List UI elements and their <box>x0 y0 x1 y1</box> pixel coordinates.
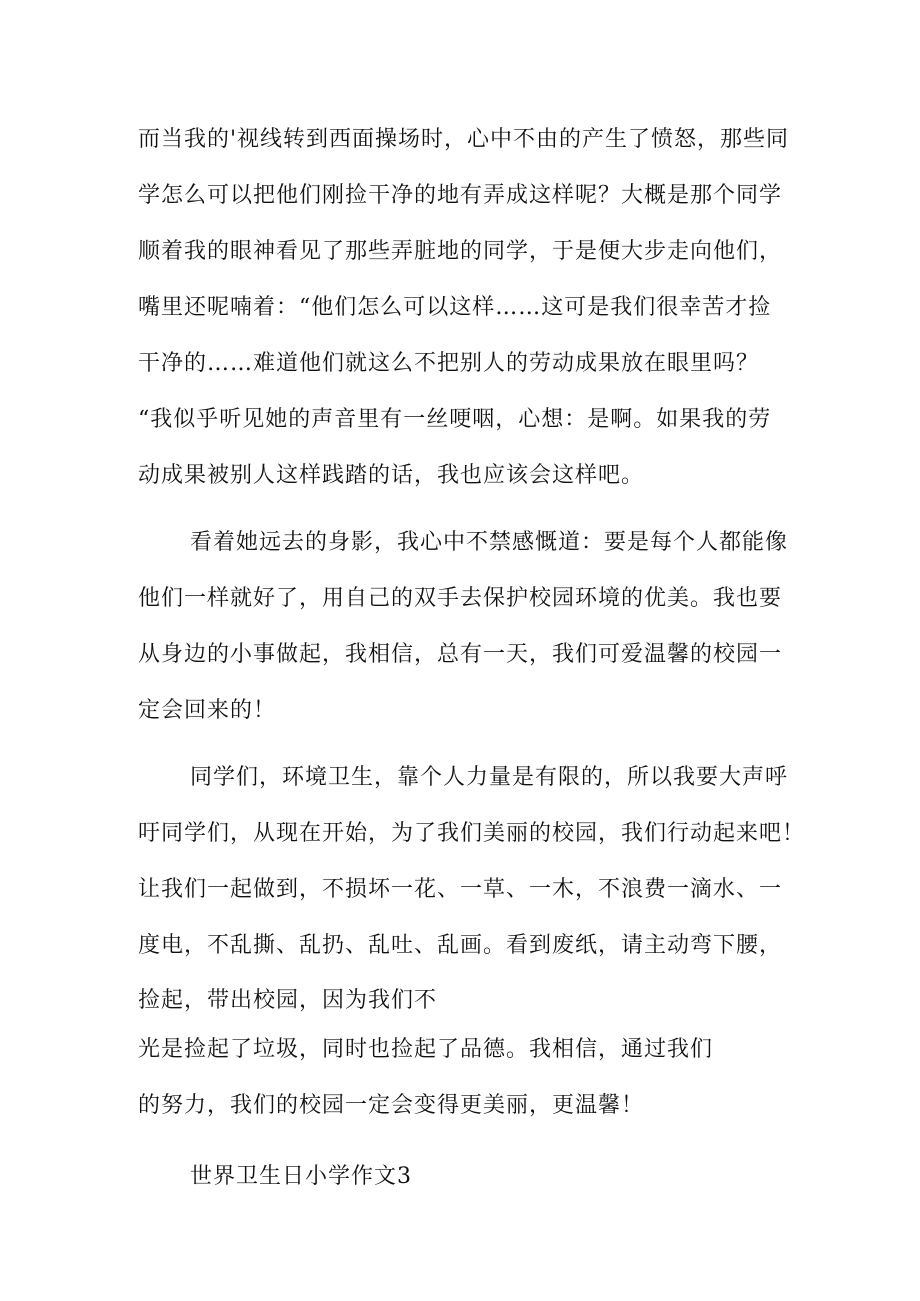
paragraph-3-line-3: 让我们一起做到，不损坏一花、一草、一木，不浪费一滴水、一 <box>138 877 783 902</box>
paragraph-1-line-1: 而当我的'视线转到西面操场时，心中不由的产生了愤怒，那些同 <box>138 127 790 152</box>
paragraph-2-line-4: 定会回来的！ <box>138 698 277 723</box>
paragraph-2-line-3: 从身边的小事做起，我相信，总有一天，我们可爱温馨的校园一 <box>138 642 783 667</box>
paragraph-2-line-1: 看着她远去的身影，我心中不禁感慨道：要是每个人都能像 <box>190 530 789 555</box>
paragraph-3-line-2: 吁同学们，从现在开始，为了我们美丽的校园，我们行动起来吧！ <box>138 821 806 846</box>
paragraph-3-line-7: 的努力，我们的校园一定会变得更美丽，更温馨！ <box>138 1093 645 1118</box>
paragraph-2-line-2: 他们一样就好了，用自己的双手去保护校园环境的优美。我也要 <box>138 586 783 611</box>
paragraph-1-line-2: 学怎么可以把他们刚捡干净的地有弄成这样呢？大概是那个同学 <box>138 183 783 208</box>
section-heading: 世界卫生日小学作文3 <box>190 1164 412 1189</box>
paragraph-3-line-1: 同学们，环境卫生，靠个人力量是有限的，所以我要大声呼 <box>190 765 789 790</box>
paragraph-1-line-3: 顺着我的眼神看见了那些弄脏地的同学，于是便大步走向他们， <box>138 239 783 264</box>
paragraph-1-line-4: 嘴里还呢喃着：“他们怎么可以这样……这可是我们很幸苦才捡 <box>138 295 772 320</box>
paragraph-1-line-6: “我似乎听见她的声音里有一丝哽咽，心想：是啊。如果我的劳 <box>138 407 772 432</box>
paragraph-3-line-6: 光是捡起了垃圾，同时也捡起了品德。我相信，通过我们 <box>138 1037 714 1062</box>
paragraph-3-line-4: 度电，不乱撕、乱扔、乱吐、乱画。看到废纸，请主动弯下腰， <box>138 933 783 958</box>
paragraph-1-line-5: 干净的……难道他们就这么不把别人的劳动成果放在眼里吗？ <box>138 351 760 376</box>
paragraph-1-line-7: 动成果被别人这样践踏的话，我也应该会这样吧。 <box>138 463 645 488</box>
paragraph-3-line-5: 捡起，带出校园，因为我们不 <box>138 988 438 1013</box>
